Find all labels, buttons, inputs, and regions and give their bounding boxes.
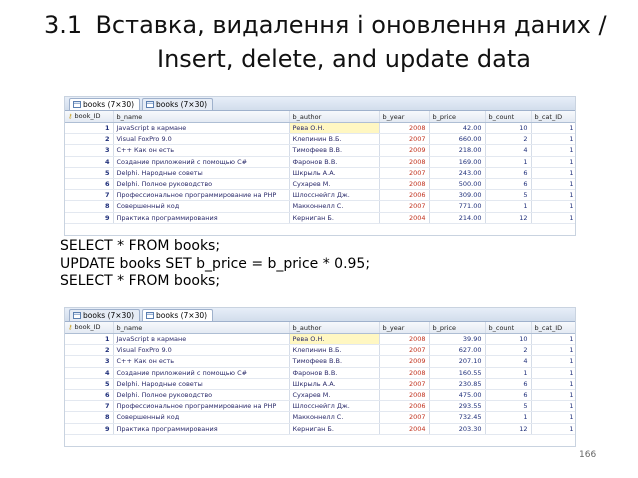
- column-header-b-name[interactable]: [113, 111, 289, 123]
- title-line-1: Вставка, видалення і оновлення даних /: [95, 11, 607, 39]
- table-icon: [73, 312, 81, 319]
- cell-b-author[interactable]: Клепинин В.Б.: [289, 345, 379, 356]
- cell-b-cat-id[interactable]: 1: [531, 145, 576, 156]
- cell-b-price[interactable]: 243.00: [429, 167, 485, 178]
- cell-b-count[interactable]: 1: [485, 201, 531, 212]
- cell-b-count[interactable]: 4: [485, 145, 531, 156]
- cell-b-author[interactable]: Сухарев М.: [289, 389, 379, 400]
- cell-book-id[interactable]: 2: [65, 345, 113, 356]
- cell-book-id[interactable]: 9: [65, 212, 113, 223]
- column-header-label: b_name: [116, 112, 143, 121]
- column-header-book-id[interactable]: [65, 111, 113, 123]
- primary-key-icon: ⚷: [68, 113, 73, 120]
- cell-b-count[interactable]: 5: [485, 190, 531, 201]
- cell-b-name[interactable]: Visual FoxPro 9.0: [113, 345, 289, 356]
- table-row[interactable]: [65, 167, 576, 178]
- column-header-b-name[interactable]: [113, 322, 289, 334]
- column-header-label: b_year: [382, 112, 405, 121]
- column-header-label: b_price: [432, 323, 457, 332]
- cell-b-year[interactable]: 2006: [379, 190, 429, 201]
- cell-b-cat-id[interactable]: 1: [531, 389, 576, 400]
- cell-b-count[interactable]: 6: [485, 389, 531, 400]
- column-header-label: b_year: [382, 323, 405, 332]
- cell-b-year[interactable]: 2008: [379, 367, 429, 378]
- cell-book-id[interactable]: 5: [65, 167, 113, 178]
- cell-b-cat-id[interactable]: 1: [531, 412, 576, 423]
- table-icon: [146, 312, 154, 319]
- column-header-label: b_cat_ID: [534, 323, 563, 332]
- column-header-b-author[interactable]: [289, 111, 379, 123]
- cell-b-author[interactable]: Керниган Б.: [289, 212, 379, 223]
- cell-b-name[interactable]: Совершенный код: [113, 412, 289, 423]
- table-row[interactable]: [65, 212, 576, 223]
- cell-b-year[interactable]: 2009: [379, 356, 429, 367]
- cell-book-id[interactable]: 6: [65, 178, 113, 189]
- cell-b-author[interactable]: Рева О.Н.: [289, 123, 379, 134]
- cell-b-name[interactable]: Создание приложений с помощью C#: [113, 367, 289, 378]
- cell-b-name[interactable]: Профессиональное программирование на PHP: [113, 190, 289, 201]
- cell-b-count[interactable]: 4: [485, 356, 531, 367]
- cell-b-price[interactable]: 627.00: [429, 345, 485, 356]
- cell-b-price[interactable]: 293.55: [429, 401, 485, 412]
- cell-b-name[interactable]: Профессиональное программирование на PHP: [113, 401, 289, 412]
- cell-b-name[interactable]: JavaScript в кармане: [113, 123, 289, 134]
- column-header-b-count[interactable]: [485, 322, 531, 334]
- column-header-label: b_count: [488, 323, 515, 332]
- cell-book-id[interactable]: 9: [65, 423, 113, 434]
- cell-b-price[interactable]: 475.00: [429, 389, 485, 400]
- column-header-b-cat-id[interactable]: [531, 322, 576, 334]
- cell-b-year[interactable]: 2008: [379, 123, 429, 134]
- cell-b-author[interactable]: Керниган Б.: [289, 423, 379, 434]
- cell-book-id[interactable]: 5: [65, 378, 113, 389]
- cell-b-author[interactable]: Шкрыль А.А.: [289, 378, 379, 389]
- cell-book-id[interactable]: 6: [65, 389, 113, 400]
- cell-b-author[interactable]: Сухарев М.: [289, 178, 379, 189]
- column-header-b-author[interactable]: [289, 322, 379, 334]
- cell-b-year[interactable]: 2008: [379, 389, 429, 400]
- table-row[interactable]: [65, 134, 576, 145]
- column-header-book-id[interactable]: [65, 322, 113, 334]
- cell-b-year[interactable]: 2007: [379, 201, 429, 212]
- column-header-b-count[interactable]: [485, 111, 531, 123]
- cell-b-author[interactable]: Рева О.Н.: [289, 334, 379, 345]
- cell-b-cat-id[interactable]: 1: [531, 345, 576, 356]
- cell-b-name[interactable]: Delphi. Народные советы: [113, 378, 289, 389]
- tab-label: books (7×30): [83, 311, 135, 320]
- cell-b-price[interactable]: 309.00: [429, 190, 485, 201]
- cell-book-id[interactable]: 2: [65, 134, 113, 145]
- cell-b-count[interactable]: 1: [485, 367, 531, 378]
- tab-label: books (7×30): [156, 100, 208, 109]
- cell-b-count[interactable]: 6: [485, 167, 531, 178]
- table-row[interactable]: [65, 412, 576, 423]
- table-row[interactable]: [65, 389, 576, 400]
- page-number: 166: [579, 450, 597, 460]
- title-line-2: Insert, delete, and update data: [157, 45, 531, 73]
- cell-b-author[interactable]: Шлосснейгл Дж.: [289, 401, 379, 412]
- cell-b-author[interactable]: Макконнелл С.: [289, 412, 379, 423]
- table-row[interactable]: [65, 367, 576, 378]
- column-header-label: b_count: [488, 112, 515, 121]
- tab-label: books (7×30): [83, 100, 135, 109]
- column-header-b-price[interactable]: [429, 322, 485, 334]
- grid-tab-bar: [65, 97, 575, 111]
- table-row[interactable]: [65, 123, 576, 134]
- cell-b-count[interactable]: 10: [485, 334, 531, 345]
- cell-b-cat-id[interactable]: 1: [531, 378, 576, 389]
- cell-b-year[interactable]: 2008: [379, 334, 429, 345]
- cell-b-count[interactable]: 2: [485, 134, 531, 145]
- table-row[interactable]: [65, 145, 576, 156]
- cell-b-price[interactable]: 732.45: [429, 412, 485, 423]
- table-row[interactable]: [65, 378, 576, 389]
- column-header-label: b_author: [292, 323, 322, 332]
- cell-book-id[interactable]: 4: [65, 367, 113, 378]
- cell-book-id[interactable]: 8: [65, 201, 113, 212]
- cell-b-price[interactable]: 218.00: [429, 145, 485, 156]
- cell-b-author[interactable]: Шлосснейгл Дж.: [289, 190, 379, 201]
- cell-b-name[interactable]: Visual FoxPro 9.0: [113, 134, 289, 145]
- column-header-b-year[interactable]: [379, 111, 429, 123]
- cell-b-price[interactable]: 203.30: [429, 423, 485, 434]
- cell-book-id[interactable]: 1: [65, 334, 113, 345]
- cell-b-cat-id[interactable]: 1: [531, 356, 576, 367]
- column-header-label: book_ID: [74, 112, 101, 120]
- cell-b-cat-id[interactable]: 1: [531, 134, 576, 145]
- tab-books-2[interactable]: [142, 309, 213, 321]
- result-grid-before-update: [64, 96, 576, 236]
- cell-b-year[interactable]: 2008: [379, 178, 429, 189]
- cell-book-id[interactable]: 7: [65, 401, 113, 412]
- cell-b-cat-id[interactable]: 1: [531, 167, 576, 178]
- cell-b-cat-id[interactable]: 1: [531, 156, 576, 167]
- cell-b-price[interactable]: 214.00: [429, 212, 485, 223]
- tab-label: books (7×30): [156, 311, 208, 320]
- cell-b-cat-id[interactable]: 1: [531, 401, 576, 412]
- sql-select-2: SELECT * FROM books;: [60, 273, 221, 289]
- books-table: [65, 322, 576, 435]
- table-row[interactable]: [65, 356, 576, 367]
- cell-b-author[interactable]: Клепинин В.Б.: [289, 134, 379, 145]
- books-table: [65, 111, 576, 224]
- tab-books-2[interactable]: [142, 98, 213, 110]
- table-row[interactable]: [65, 201, 576, 212]
- cell-b-year[interactable]: 2007: [379, 167, 429, 178]
- cell-b-price[interactable]: 771.00: [429, 201, 485, 212]
- cell-b-cat-id[interactable]: 1: [531, 178, 576, 189]
- table-row[interactable]: [65, 334, 576, 345]
- cell-b-author[interactable]: Шкрыль А.А.: [289, 167, 379, 178]
- column-header-label: b_cat_ID: [534, 112, 563, 121]
- cell-b-count[interactable]: 2: [485, 345, 531, 356]
- cell-b-count[interactable]: 12: [485, 212, 531, 223]
- sql-statements: [60, 238, 370, 291]
- cell-b-year[interactable]: 2007: [379, 412, 429, 423]
- cell-book-id[interactable]: 4: [65, 156, 113, 167]
- cell-b-author[interactable]: Тимофеев В.В.: [289, 145, 379, 156]
- cell-b-price[interactable]: 42.00: [429, 123, 485, 134]
- cell-book-id[interactable]: 7: [65, 190, 113, 201]
- table-row[interactable]: [65, 401, 576, 412]
- cell-b-name[interactable]: C++ Как он есть: [113, 356, 289, 367]
- cell-b-year[interactable]: 2008: [379, 156, 429, 167]
- table-icon: [146, 101, 154, 108]
- cell-b-name[interactable]: Delphi. Народные советы: [113, 167, 289, 178]
- primary-key-icon: ⚷: [68, 324, 73, 331]
- column-header-label: b_name: [116, 323, 143, 332]
- cell-b-cat-id[interactable]: 1: [531, 367, 576, 378]
- cell-b-price[interactable]: 160.55: [429, 367, 485, 378]
- column-header-b-cat-id[interactable]: [531, 111, 576, 123]
- cell-b-author[interactable]: Макконнелл С.: [289, 201, 379, 212]
- cell-b-cat-id[interactable]: 1: [531, 423, 576, 434]
- sql-update: UPDATE books SET b_price = b_price * 0.95;: [60, 255, 371, 272]
- cell-b-price[interactable]: 39.90: [429, 334, 485, 345]
- sql-select-1: SELECT * FROM books;: [60, 238, 221, 254]
- cell-b-price[interactable]: 660.00: [429, 134, 485, 145]
- cell-b-year[interactable]: 2007: [379, 378, 429, 389]
- cell-b-name[interactable]: Практика программирования: [113, 423, 289, 434]
- cell-b-name[interactable]: Delphi. Полное руководство: [113, 178, 289, 189]
- cell-b-year[interactable]: 2004: [379, 423, 429, 434]
- cell-b-author[interactable]: Фаронов В.В.: [289, 156, 379, 167]
- table-row[interactable]: [65, 190, 576, 201]
- cell-book-id[interactable]: 3: [65, 356, 113, 367]
- cell-book-id[interactable]: 3: [65, 145, 113, 156]
- cell-b-count[interactable]: 1: [485, 156, 531, 167]
- cell-b-year[interactable]: 2006: [379, 401, 429, 412]
- column-header-label: b_author: [292, 112, 322, 121]
- table-row[interactable]: [65, 156, 576, 167]
- cell-b-cat-id[interactable]: 1: [531, 123, 576, 134]
- cell-b-count[interactable]: 12: [485, 423, 531, 434]
- cell-b-author[interactable]: Тимофеев В.В.: [289, 356, 379, 367]
- cell-b-count[interactable]: 6: [485, 178, 531, 189]
- cell-b-count[interactable]: 6: [485, 378, 531, 389]
- cell-b-cat-id[interactable]: 1: [531, 334, 576, 345]
- grid-tab-bar: [65, 308, 575, 322]
- cell-b-name[interactable]: Delphi. Полное руководство: [113, 389, 289, 400]
- cell-b-year[interactable]: 2007: [379, 345, 429, 356]
- column-header-label: book_ID: [74, 323, 101, 331]
- table-row[interactable]: [65, 423, 576, 434]
- result-grid-after-update: [64, 307, 576, 447]
- cell-b-name[interactable]: C++ Как он есть: [113, 145, 289, 156]
- cell-book-id[interactable]: 1: [65, 123, 113, 134]
- slide-title: [0, 8, 638, 76]
- cell-b-price[interactable]: 500.00: [429, 178, 485, 189]
- cell-b-count[interactable]: 1: [485, 412, 531, 423]
- column-header-b-price[interactable]: [429, 111, 485, 123]
- tab-books-1[interactable]: [69, 309, 140, 321]
- cell-b-cat-id[interactable]: 1: [531, 201, 576, 212]
- cell-b-author[interactable]: Фаронов В.В.: [289, 367, 379, 378]
- table-row[interactable]: [65, 178, 576, 189]
- column-header-b-year[interactable]: [379, 322, 429, 334]
- cell-b-year[interactable]: 2007: [379, 134, 429, 145]
- cell-b-price[interactable]: 169.00: [429, 156, 485, 167]
- table-icon: [73, 101, 81, 108]
- cell-book-id[interactable]: 8: [65, 412, 113, 423]
- cell-b-name[interactable]: Практика программирования: [113, 212, 289, 223]
- cell-b-name[interactable]: Совершенный код: [113, 201, 289, 212]
- cell-b-year[interactable]: 2004: [379, 212, 429, 223]
- table-row[interactable]: [65, 345, 576, 356]
- cell-b-year[interactable]: 2009: [379, 145, 429, 156]
- cell-b-name[interactable]: JavaScript в кармане: [113, 334, 289, 345]
- cell-b-price[interactable]: 207.10: [429, 356, 485, 367]
- column-header-label: b_price: [432, 112, 457, 121]
- cell-b-count[interactable]: 10: [485, 123, 531, 134]
- cell-b-cat-id[interactable]: 1: [531, 212, 576, 223]
- section-number: 3.1: [44, 11, 83, 39]
- cell-b-count[interactable]: 5: [485, 401, 531, 412]
- cell-b-name[interactable]: Создание приложений с помощью C#: [113, 156, 289, 167]
- tab-books-1[interactable]: [69, 98, 140, 110]
- cell-b-price[interactable]: 230.85: [429, 378, 485, 389]
- cell-b-cat-id[interactable]: 1: [531, 190, 576, 201]
